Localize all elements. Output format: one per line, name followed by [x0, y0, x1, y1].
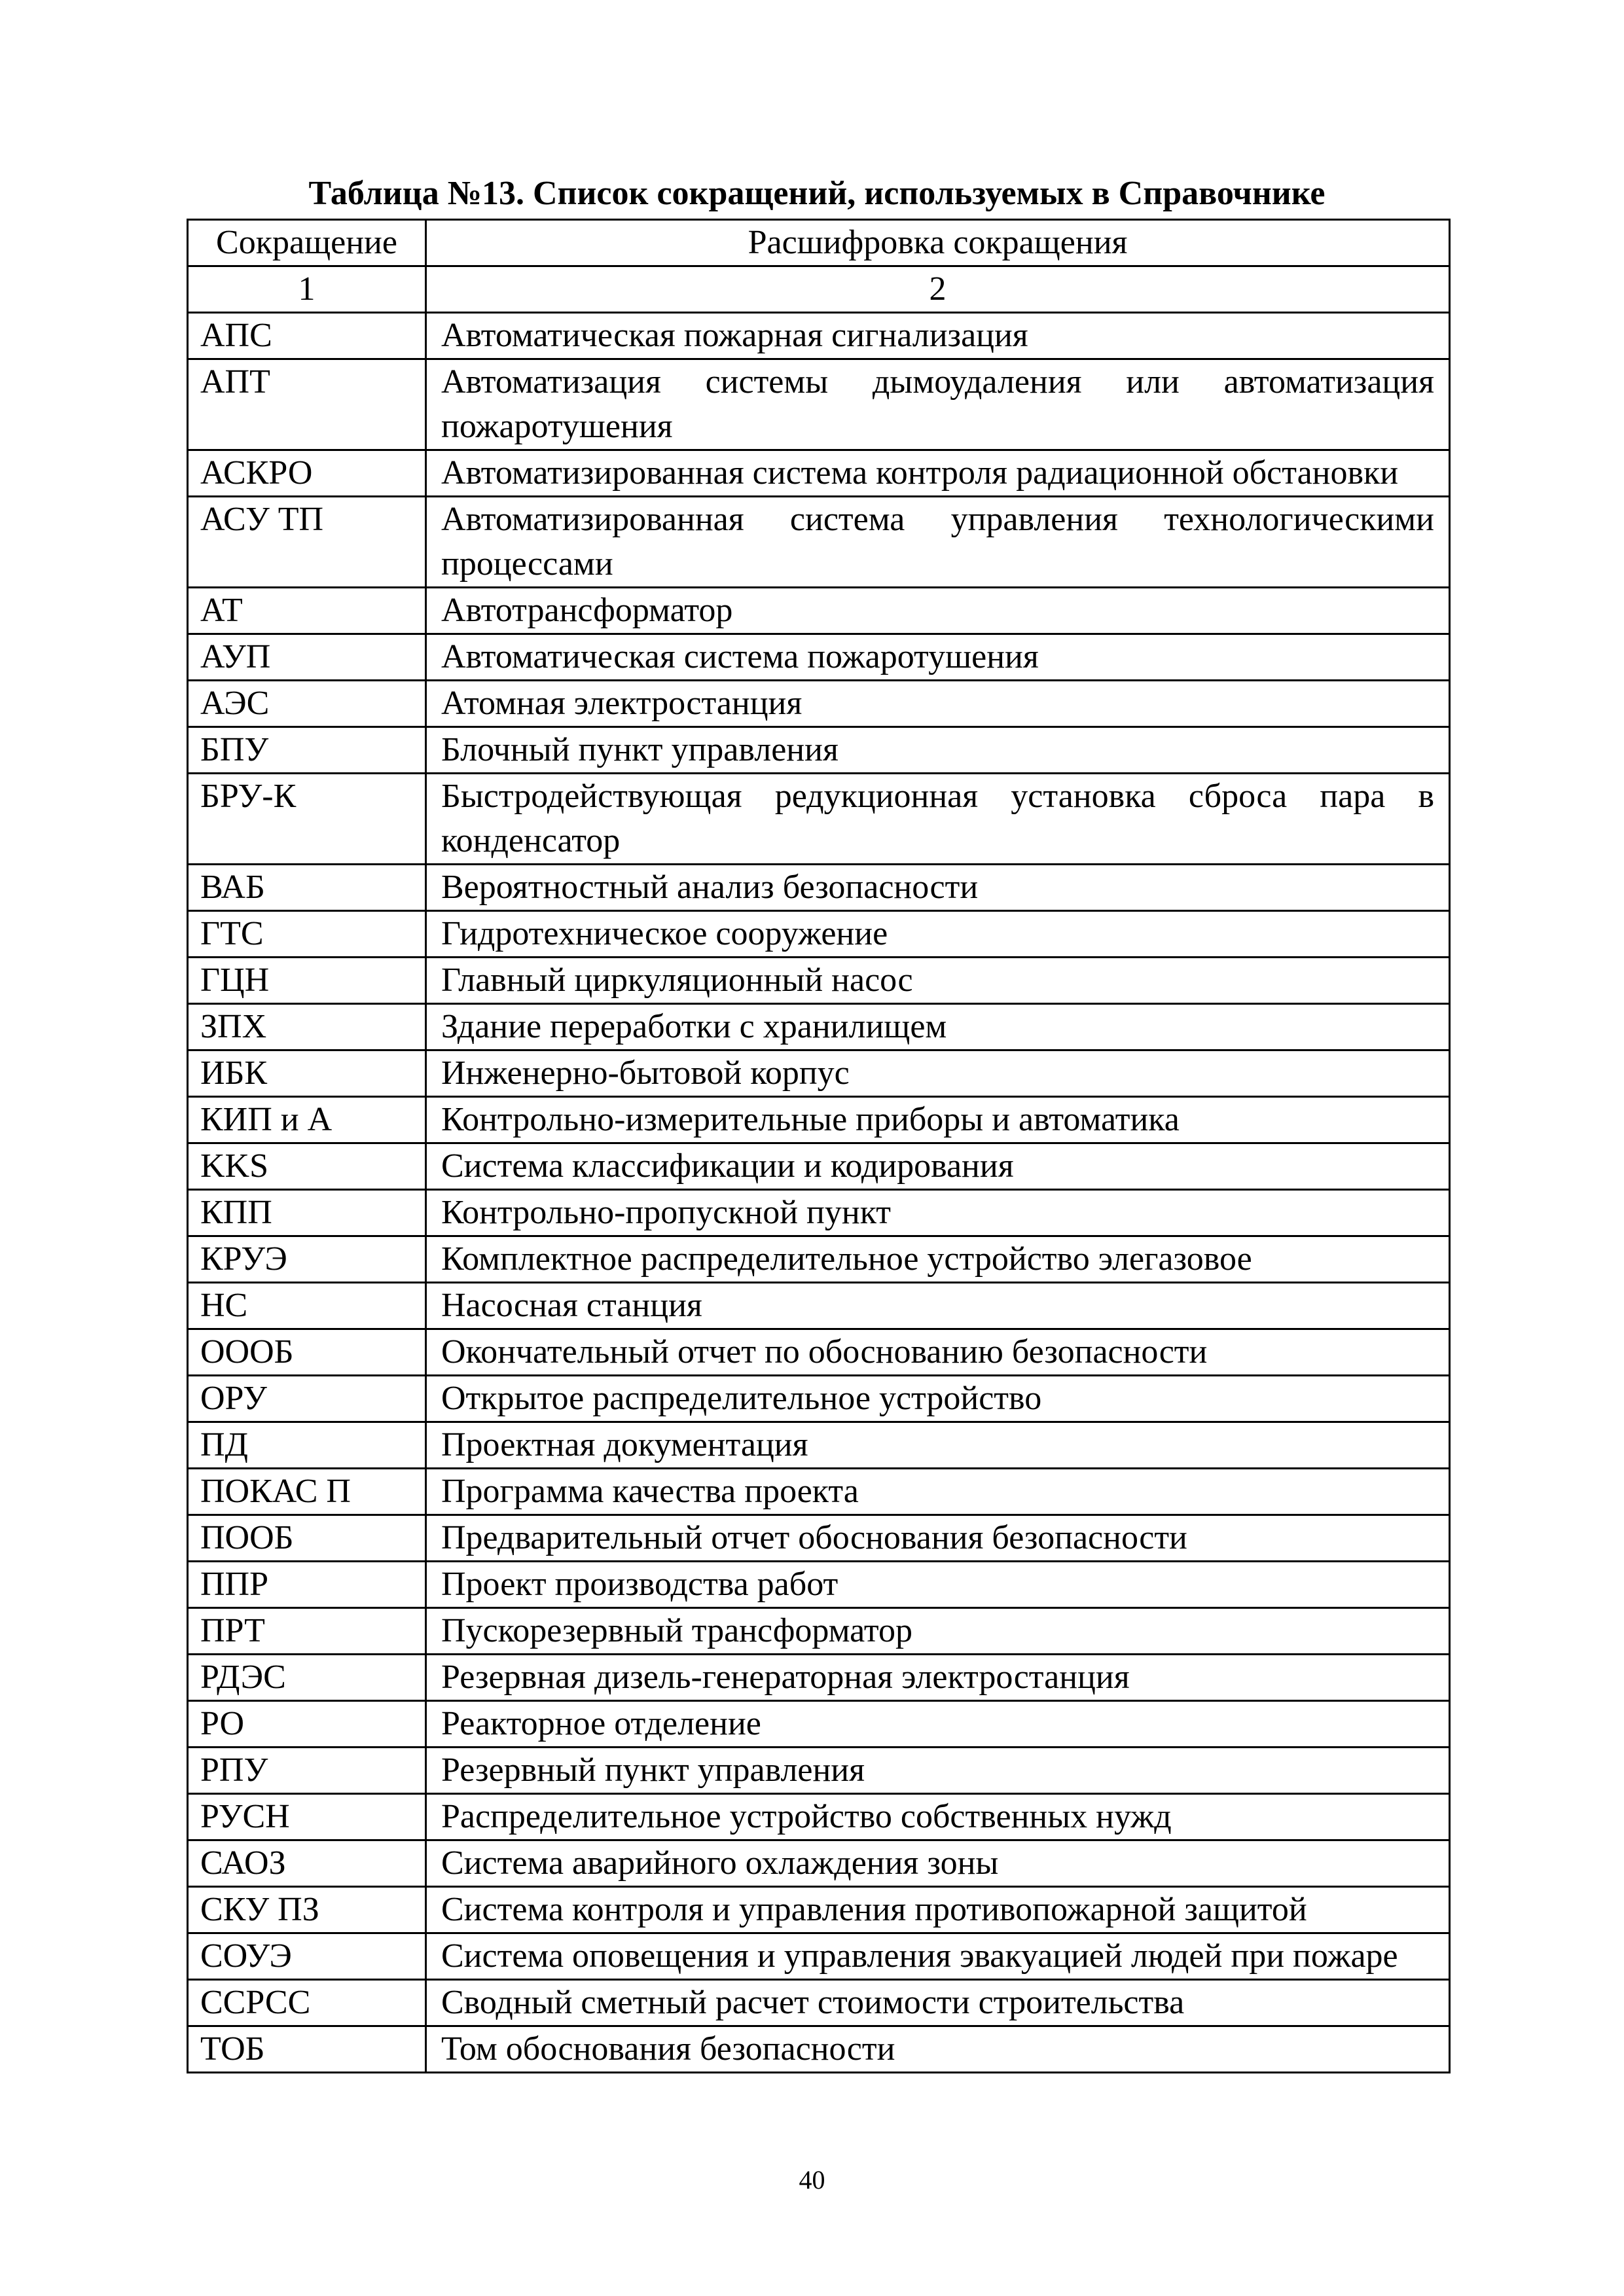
expansion-cell: Контрольно-измерительные приборы и автоматика — [426, 1097, 1450, 1143]
table-row — [188, 359, 1450, 450]
page-number: 40 — [799, 2165, 825, 2195]
abbreviation-cell: ИБК — [188, 1050, 426, 1097]
expansion-cell: Автоматическая система пожаротушения — [426, 634, 1450, 681]
table-row — [188, 1840, 1450, 1887]
expansion-cell: Атомная электростанция — [426, 681, 1450, 727]
expansion-cell: Резервная дизель-генераторная электростанция — [426, 1655, 1450, 1701]
expansion-cell: Автоматизированная система управления технологическими процессами — [426, 497, 1450, 588]
expansion-cell: Система оповещения и управления эвакуацией людей при пожаре — [426, 1933, 1450, 1980]
abbreviation-cell: САОЗ — [188, 1840, 426, 1887]
expansion-cell: Насосная станция — [426, 1283, 1450, 1329]
expansion-cell: Быстродействующая редукционная установка сброса пара в конденсатор — [426, 774, 1450, 865]
table-row — [188, 588, 1450, 634]
expansion-cell: Предварительный отчет обоснования безопасности — [426, 1515, 1450, 1562]
abbreviation-cell: ПОКАС П — [188, 1469, 426, 1515]
expansion-cell: Реакторное отделение — [426, 1701, 1450, 1748]
expansion-cell: Автоматизированная система контроля радиационной обстановки — [426, 450, 1450, 497]
table-row — [188, 1887, 1450, 1933]
abbreviation-cell: KKS — [188, 1143, 426, 1190]
table-row — [188, 1701, 1450, 1748]
table-row — [188, 1469, 1450, 1515]
abbreviation-cell: СОУЭ — [188, 1933, 426, 1980]
expansion-cell: Блочный пункт управления — [426, 727, 1450, 774]
expansion-cell: Здание переработки с хранилищем — [426, 1004, 1450, 1050]
abbreviation-cell: ТОБ — [188, 2026, 426, 2073]
abbreviation-cell: РО — [188, 1701, 426, 1748]
expansion-cell: Проектная документация — [426, 1422, 1450, 1469]
table-row — [188, 497, 1450, 588]
abbreviation-cell: ОООБ — [188, 1329, 426, 1376]
table-body — [188, 313, 1450, 2073]
expansion-cell: Проект производства работ — [426, 1562, 1450, 1608]
table-row — [188, 1050, 1450, 1097]
table-row — [188, 1608, 1450, 1655]
table-row — [188, 774, 1450, 865]
abbreviation-cell: БРУ-К — [188, 774, 426, 865]
abbreviation-cell: АСКРО — [188, 450, 426, 497]
abbreviation-cell: ГТС — [188, 911, 426, 958]
table-row — [188, 1933, 1450, 1980]
table-row — [188, 911, 1450, 958]
abbreviation-cell: АТ — [188, 588, 426, 634]
table-row — [188, 958, 1450, 1004]
expansion-cell: Окончательный отчет по обоснованию безопасности — [426, 1329, 1450, 1376]
expansion-cell: Сводный сметный расчет стоимости строительства — [426, 1980, 1450, 2026]
expansion-cell: Автотрансформатор — [426, 588, 1450, 634]
table-row — [188, 1236, 1450, 1283]
abbreviation-cell: НС — [188, 1283, 426, 1329]
expansion-cell: Система аварийного охлаждения зоны — [426, 1840, 1450, 1887]
expansion-cell: Автоматическая пожарная сигнализация — [426, 313, 1450, 359]
column-number-1: 1 — [188, 266, 426, 313]
table-row — [188, 1422, 1450, 1469]
table-row — [188, 1097, 1450, 1143]
expansion-cell: Главный циркуляционный насос — [426, 958, 1450, 1004]
table-row — [188, 1376, 1450, 1422]
table-row — [188, 2026, 1450, 2073]
table-row — [188, 681, 1450, 727]
abbreviation-cell: АПТ — [188, 359, 426, 450]
table-row — [188, 1562, 1450, 1608]
expansion-cell: Система классификации и кодирования — [426, 1143, 1450, 1190]
abbreviation-cell: ПООБ — [188, 1515, 426, 1562]
abbreviation-cell: ССРСС — [188, 1980, 426, 2026]
table-row — [188, 313, 1450, 359]
expansion-cell: Распределительное устройство собственных нужд — [426, 1794, 1450, 1840]
abbreviation-cell: ЗПХ — [188, 1004, 426, 1050]
table-row — [188, 1329, 1450, 1376]
table-row — [188, 1283, 1450, 1329]
abbreviation-cell: ГЦН — [188, 958, 426, 1004]
table-row — [188, 1980, 1450, 2026]
abbreviation-cell: АСУ ТП — [188, 497, 426, 588]
table-row — [188, 1794, 1450, 1840]
abbreviations-table — [187, 219, 1451, 2073]
table-row — [188, 865, 1450, 911]
table-title: Таблица №13. Список сокращений, используемых в Справочнике — [308, 175, 1326, 212]
table-row — [188, 1190, 1450, 1236]
expansion-cell: Открытое распределительное устройство — [426, 1376, 1450, 1422]
abbreviation-cell: КИП и А — [188, 1097, 426, 1143]
abbreviation-cell: АПС — [188, 313, 426, 359]
table-header-row — [188, 220, 1450, 266]
expansion-cell: Программа качества проекта — [426, 1469, 1450, 1515]
column-number-row — [188, 266, 1450, 313]
expansion-cell: Контрольно-пропускной пункт — [426, 1190, 1450, 1236]
table-row — [188, 1004, 1450, 1050]
abbreviation-cell: АУП — [188, 634, 426, 681]
abbreviation-cell: АЭС — [188, 681, 426, 727]
expansion-cell: Комплектное распределительное устройство элегазовое — [426, 1236, 1450, 1283]
abbreviation-cell: БПУ — [188, 727, 426, 774]
expansion-cell: Автоматизация системы дымоудаления или автоматизация пожаротушения — [426, 359, 1450, 450]
abbreviation-cell: СКУ ПЗ — [188, 1887, 426, 1933]
expansion-cell: Система контроля и управления противопожарной защитой — [426, 1887, 1450, 1933]
table-row — [188, 1655, 1450, 1701]
abbreviation-cell: ПД — [188, 1422, 426, 1469]
table-row — [188, 634, 1450, 681]
expansion-cell: Резервный пункт управления — [426, 1748, 1450, 1794]
abbreviation-cell: ОРУ — [188, 1376, 426, 1422]
expansion-cell: Инженерно-бытовой корпус — [426, 1050, 1450, 1097]
expansion-cell: Гидротехническое сооружение — [426, 911, 1450, 958]
expansion-cell: Вероятностный анализ безопасности — [426, 865, 1450, 911]
abbreviation-cell: КРУЭ — [188, 1236, 426, 1283]
table-row — [188, 1143, 1450, 1190]
abbreviation-cell: ПРТ — [188, 1608, 426, 1655]
table-row — [188, 1515, 1450, 1562]
table-row — [188, 450, 1450, 497]
table-row — [188, 1748, 1450, 1794]
abbreviation-cell: РПУ — [188, 1748, 426, 1794]
column-number-2: 2 — [426, 266, 1450, 313]
abbreviation-cell: КПП — [188, 1190, 426, 1236]
column-header-expansion: Расшифровка сокращения — [426, 220, 1450, 266]
abbreviation-cell: ППР — [188, 1562, 426, 1608]
expansion-cell: Пускорезервный трансформатор — [426, 1608, 1450, 1655]
abbreviation-cell: РУСН — [188, 1794, 426, 1840]
abbreviation-cell: ВАБ — [188, 865, 426, 911]
table-row — [188, 727, 1450, 774]
abbreviation-cell: РДЭС — [188, 1655, 426, 1701]
expansion-cell: Том обоснования безопасности — [426, 2026, 1450, 2073]
column-header-abbreviation: Сокращение — [188, 220, 426, 266]
